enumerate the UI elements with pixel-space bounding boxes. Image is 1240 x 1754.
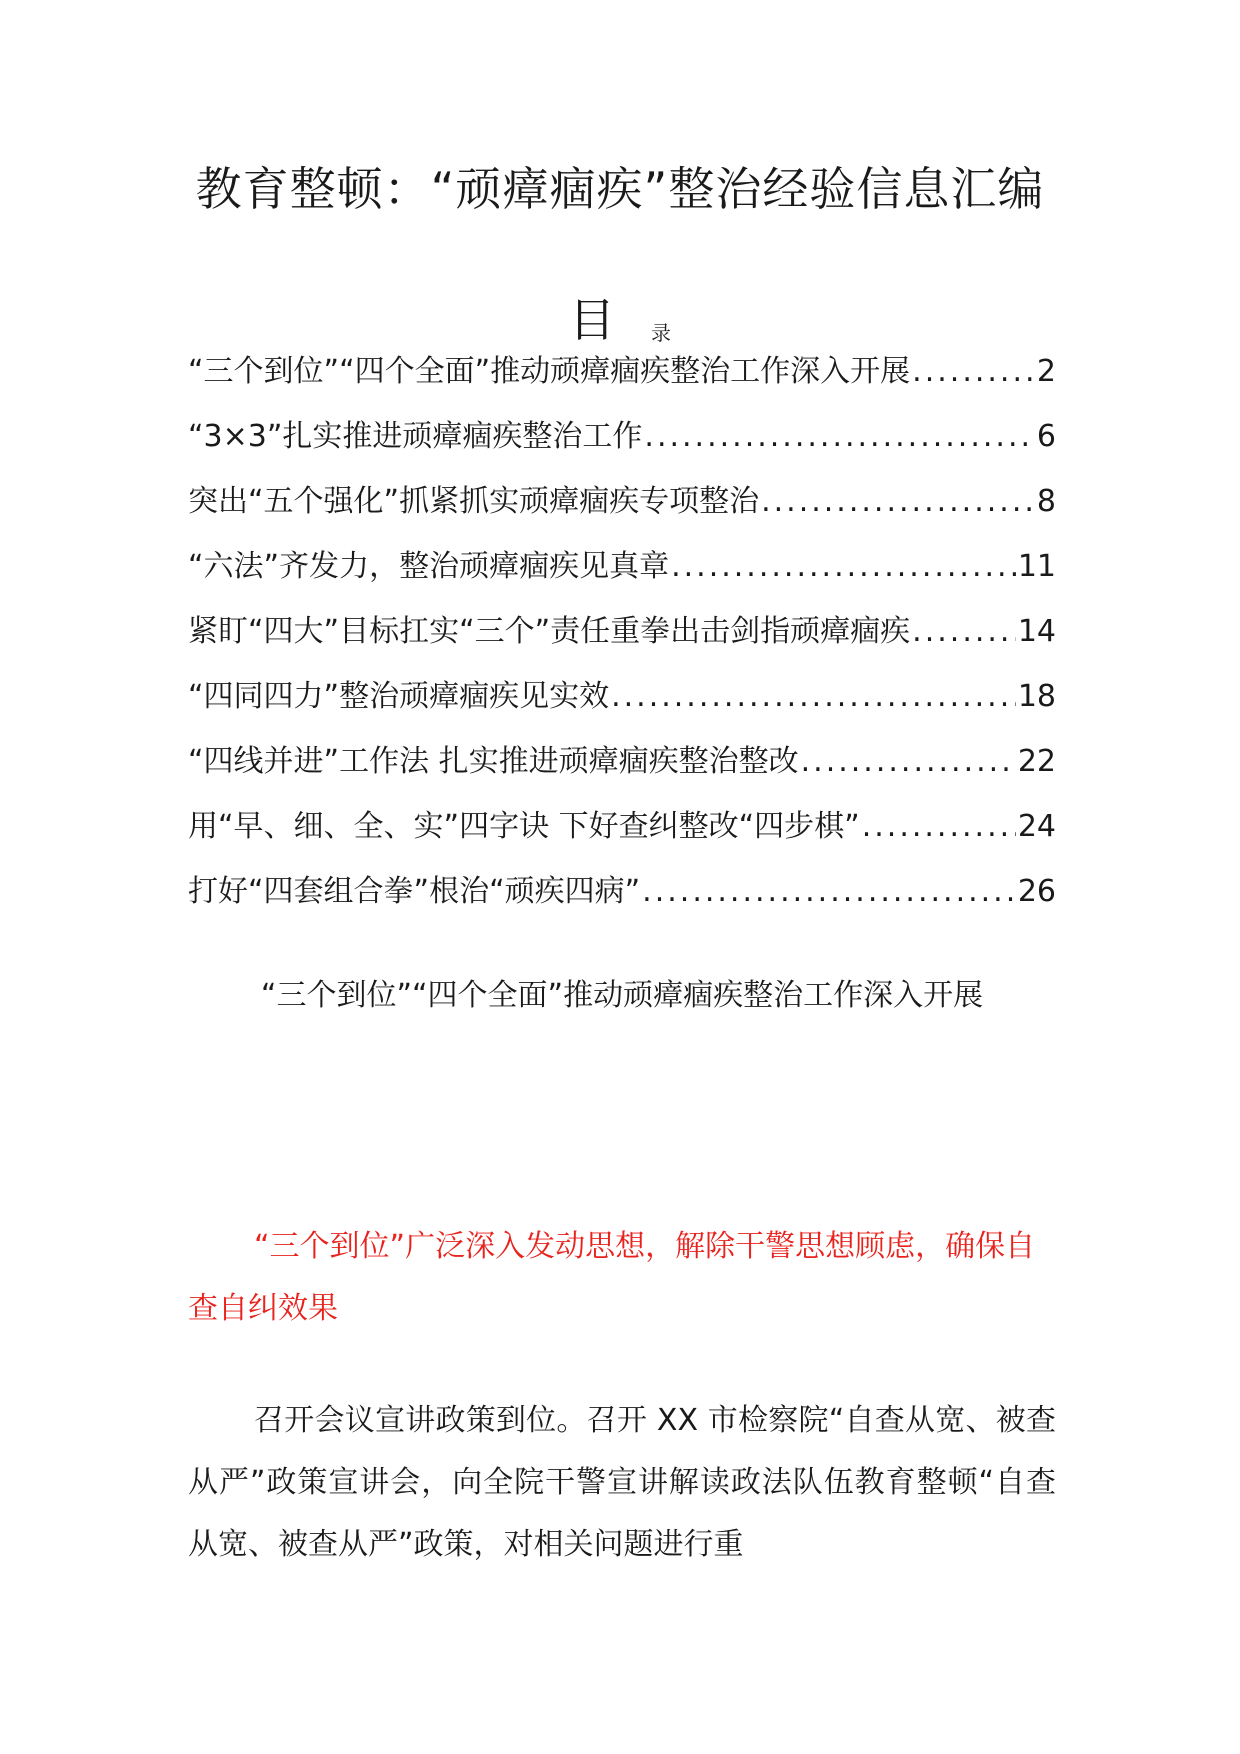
- toc-entry-title: “3×3”扎实推进顽瘴痼疾整治工作: [188, 419, 643, 454]
- toc-entry-title: 紧盯“四大”目标扛实“三个”责任重拳出击剑指顽瘴痼疾: [188, 614, 911, 649]
- toc-entry-page: 26: [1017, 874, 1056, 909]
- toc-leader-dots: [644, 417, 1035, 457]
- toc-entry[interactable]: [188, 417, 1056, 482]
- toc-entry-title: “六法”齐发力，整治顽瘴痼疾见真章: [188, 549, 670, 584]
- toc-entry[interactable]: [188, 807, 1056, 872]
- body-paragraph: 召开会议宣讲政策到位。召开 XX 市检察院“自查从宽、被查从严”政策宣讲会，向全院干警宣讲解读政法队伍教育整顿“自查从宽、被查从严”政策，对相关问题进行重: [188, 1403, 1056, 1562]
- toc-entry-title: 打好“四套组合拳”根治“顽疾四病”: [188, 874, 641, 909]
- toc-entry[interactable]: [188, 482, 1056, 547]
- toc-leader-dots: [912, 352, 1035, 392]
- document-title: 教育整顿：“顽瘴痼疾”整治经验信息汇编: [195, 162, 1045, 216]
- toc-leader-dots: [642, 872, 1016, 912]
- toc-entry-title: “三个到位”“四个全面”推动顽瘴痼疾整治工作深入开展: [188, 354, 911, 389]
- subsection-heading: “三个到位”广泛深入发动思想，解除干警思想顾虑，确保自查自纠效果: [188, 1229, 1036, 1326]
- toc-entry-page: 8: [1036, 484, 1056, 519]
- table-of-contents: [188, 352, 1056, 937]
- toc-leader-dots: [862, 807, 1016, 847]
- toc-entry[interactable]: [188, 547, 1056, 612]
- toc-entry[interactable]: [188, 352, 1056, 417]
- toc-leader-dots: [611, 677, 1016, 717]
- toc-leader-dots: [912, 612, 1016, 652]
- toc-entry[interactable]: [188, 612, 1056, 677]
- toc-entry-page: 14: [1017, 614, 1056, 649]
- toc-entry-title: “四线并进”工作法 扎实推进顽瘴痼疾整治整改: [188, 744, 799, 779]
- toc-leader-dots: [801, 742, 1016, 782]
- toc-entry[interactable]: [188, 742, 1056, 807]
- toc-entry[interactable]: [188, 677, 1056, 742]
- section-title: “三个到位”“四个全面”推动顽瘴痼疾整治工作深入开展: [260, 978, 984, 1013]
- toc-leader-dots: [671, 547, 1016, 587]
- toc-heading-main: 目: [569, 293, 615, 347]
- toc-entry-page: 11: [1017, 549, 1056, 584]
- toc-entry-page: 24: [1017, 809, 1056, 844]
- toc-entry-page: 2: [1036, 354, 1056, 389]
- toc-entry-title: 突出“五个强化”抓紧抓实顽瘴痼疾专项整治: [188, 484, 760, 519]
- toc-entry-page: 18: [1017, 679, 1056, 714]
- toc-leader-dots: [761, 482, 1035, 522]
- toc-entry-page: 22: [1017, 744, 1056, 779]
- toc-heading: [0, 284, 1240, 347]
- toc-entry[interactable]: [188, 872, 1056, 937]
- toc-entry-title: “四同四力”整治顽瘴痼疾见实效: [188, 679, 610, 714]
- toc-entry-title: 用“早、细、全、实”四字诀 下好查纠整改“四步棋”: [188, 809, 860, 844]
- toc-heading-sub: 录: [651, 321, 671, 345]
- toc-entry-page: 6: [1036, 419, 1056, 454]
